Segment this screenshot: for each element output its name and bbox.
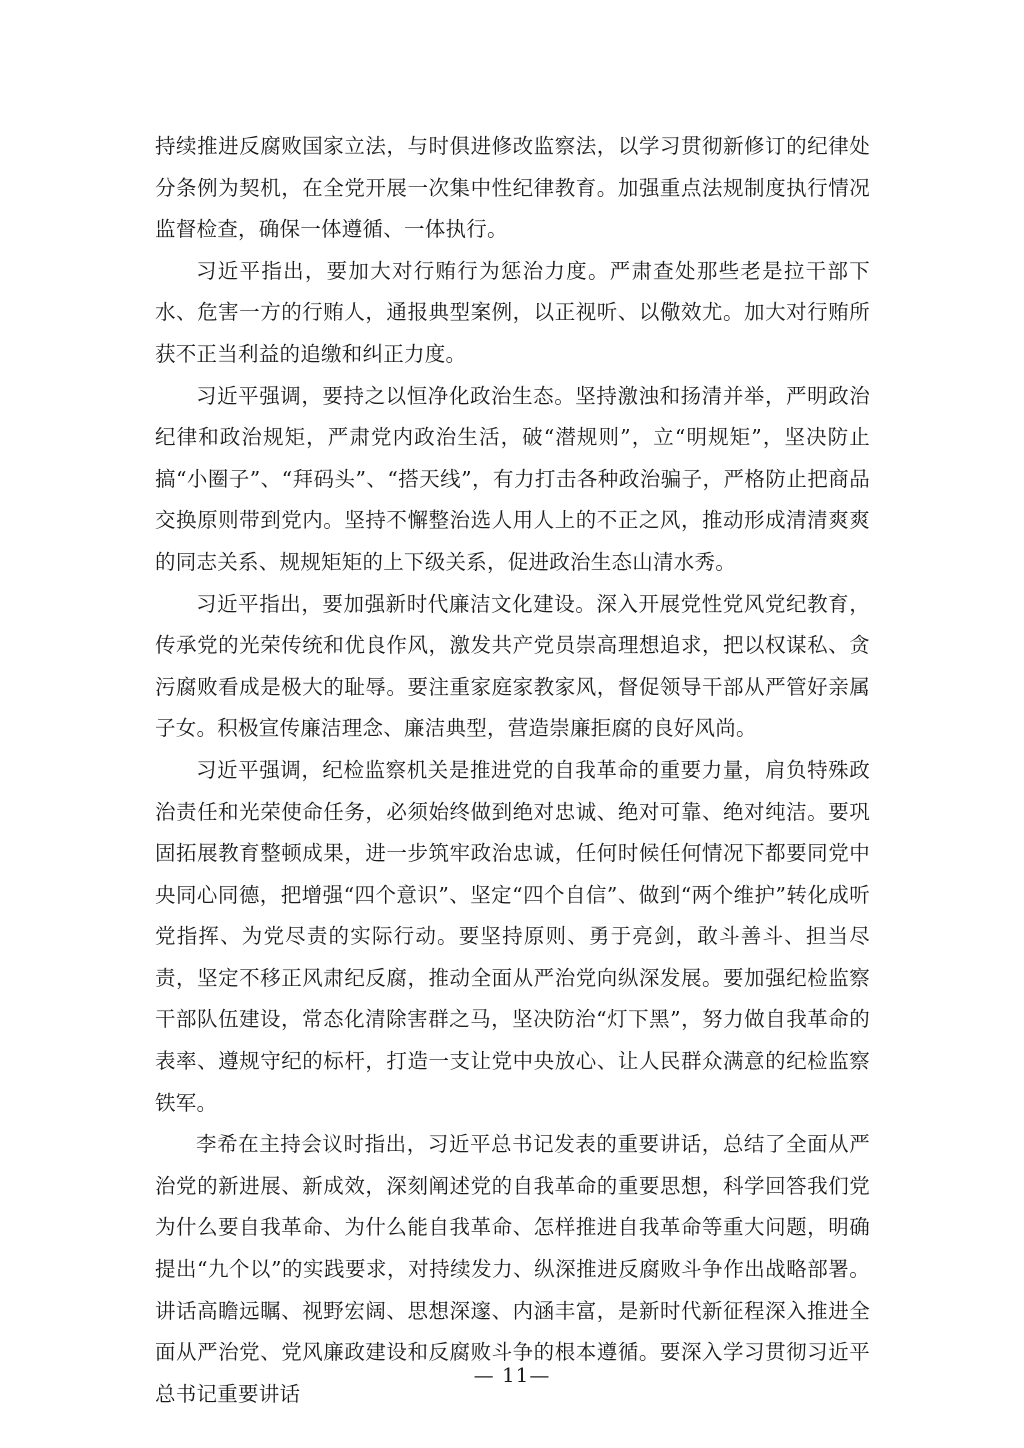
- paragraph-discipline-organs: 习近平强调，纪检监察机关是推进党的自我革命的重要力量，肩负特殊政治责任和光荣使命任务，必须始终做到绝对忠诚、绝对可靠、绝对纯洁。要巩固拓展教育整顿成果，进一步筑牢政治忠诚，任何时候任何情况下都要同党中央同心同德，把增强“四个意识”、坚定“四个自信”、做到“两个维护”转化成听党指挥、为党尽责的实际行动。要坚持原则、勇于亮剑，敢斗善斗、担当尽责，坚定不移正风肃纪反腐，推动全面从严治党向纵深发展。要加强纪检监察干部队伍建设，常态化清除害群之马，坚决防治“灯下黑”，努力做自我革命的表率、遵规守纪的标杆，打造一支让党中央放心、让人民群众满意的纪检监察铁军。: [155, 757, 870, 1115]
- paragraph-li-xi-remarks: 李希在主持会议时指出，习近平总书记发表的重要讲话，总结了全面从严治党的新进展、新成效，深刻阐述党的自我革命的重要思想，科学回答我们党为什么要自我革命、为什么能自我革命、怎样推进自我革命等重大问题，明确提出“九个以”的实践要求，对持续发力、纵深推进反腐败斗争作出战略部署。讲话高瞻远瞩、视野宏阔、思想深邃、内涵丰富，是新时代新征程深入推进全面从严治党、党风廉政建设和反腐败斗争的根本遵循。要深入学习贯彻习近平总书记重要讲话: [155, 1132, 870, 1406]
- paragraph-continuation: 持续推进反腐败国家立法，与时俱进修改监察法，以学习贯彻新修订的纪律处分条例为契机，在全党开展一次集中性纪律教育。加强重点法规制度执行情况监督检查，确保一体遵循、一体执行。: [155, 134, 870, 242]
- paragraph-bribery: 习近平指出，要加大对行贿行为惩治力度。严肃查处那些老是拉干部下水、危害一方的行贿人，通报典型案例，以正视听、以儆效尤。加大对行贿所获不正当利益的追缴和纠正力度。: [155, 258, 870, 366]
- paragraph-political-ecology: 习近平强调，要持之以恒净化政治生态。坚持激浊和扬清并举，严明政治纪律和政治规矩，严肃党内政治生活，破“潜规则”，立“明规矩”，坚决防止搞“小圈子”、“拜码头”、“搭天线”，有力打击各种政治骗子，严格防止把商品交换原则带到党内。坚持不懈整治选人用人上的不正之风，推动形成清清爽爽的同志关系、规规矩矩的上下级关系，促进政治生态山清水秀。: [155, 383, 870, 574]
- page-number: — 11—: [473, 1363, 551, 1387]
- document-body: [155, 126, 870, 1415]
- paragraph-integrity-culture: 习近平指出，要加强新时代廉洁文化建设。深入开展党性党风党纪教育，传承党的光荣传统和优良作风，激发共产党员崇高理想追求，把以权谋私、贪污腐败看成是极大的耻辱。要注重家庭家教家风，督促领导干部从严管好亲属子女。积极宣传廉洁理念、廉洁典型，营造崇廉拒腐的良好风尚。: [155, 591, 870, 741]
